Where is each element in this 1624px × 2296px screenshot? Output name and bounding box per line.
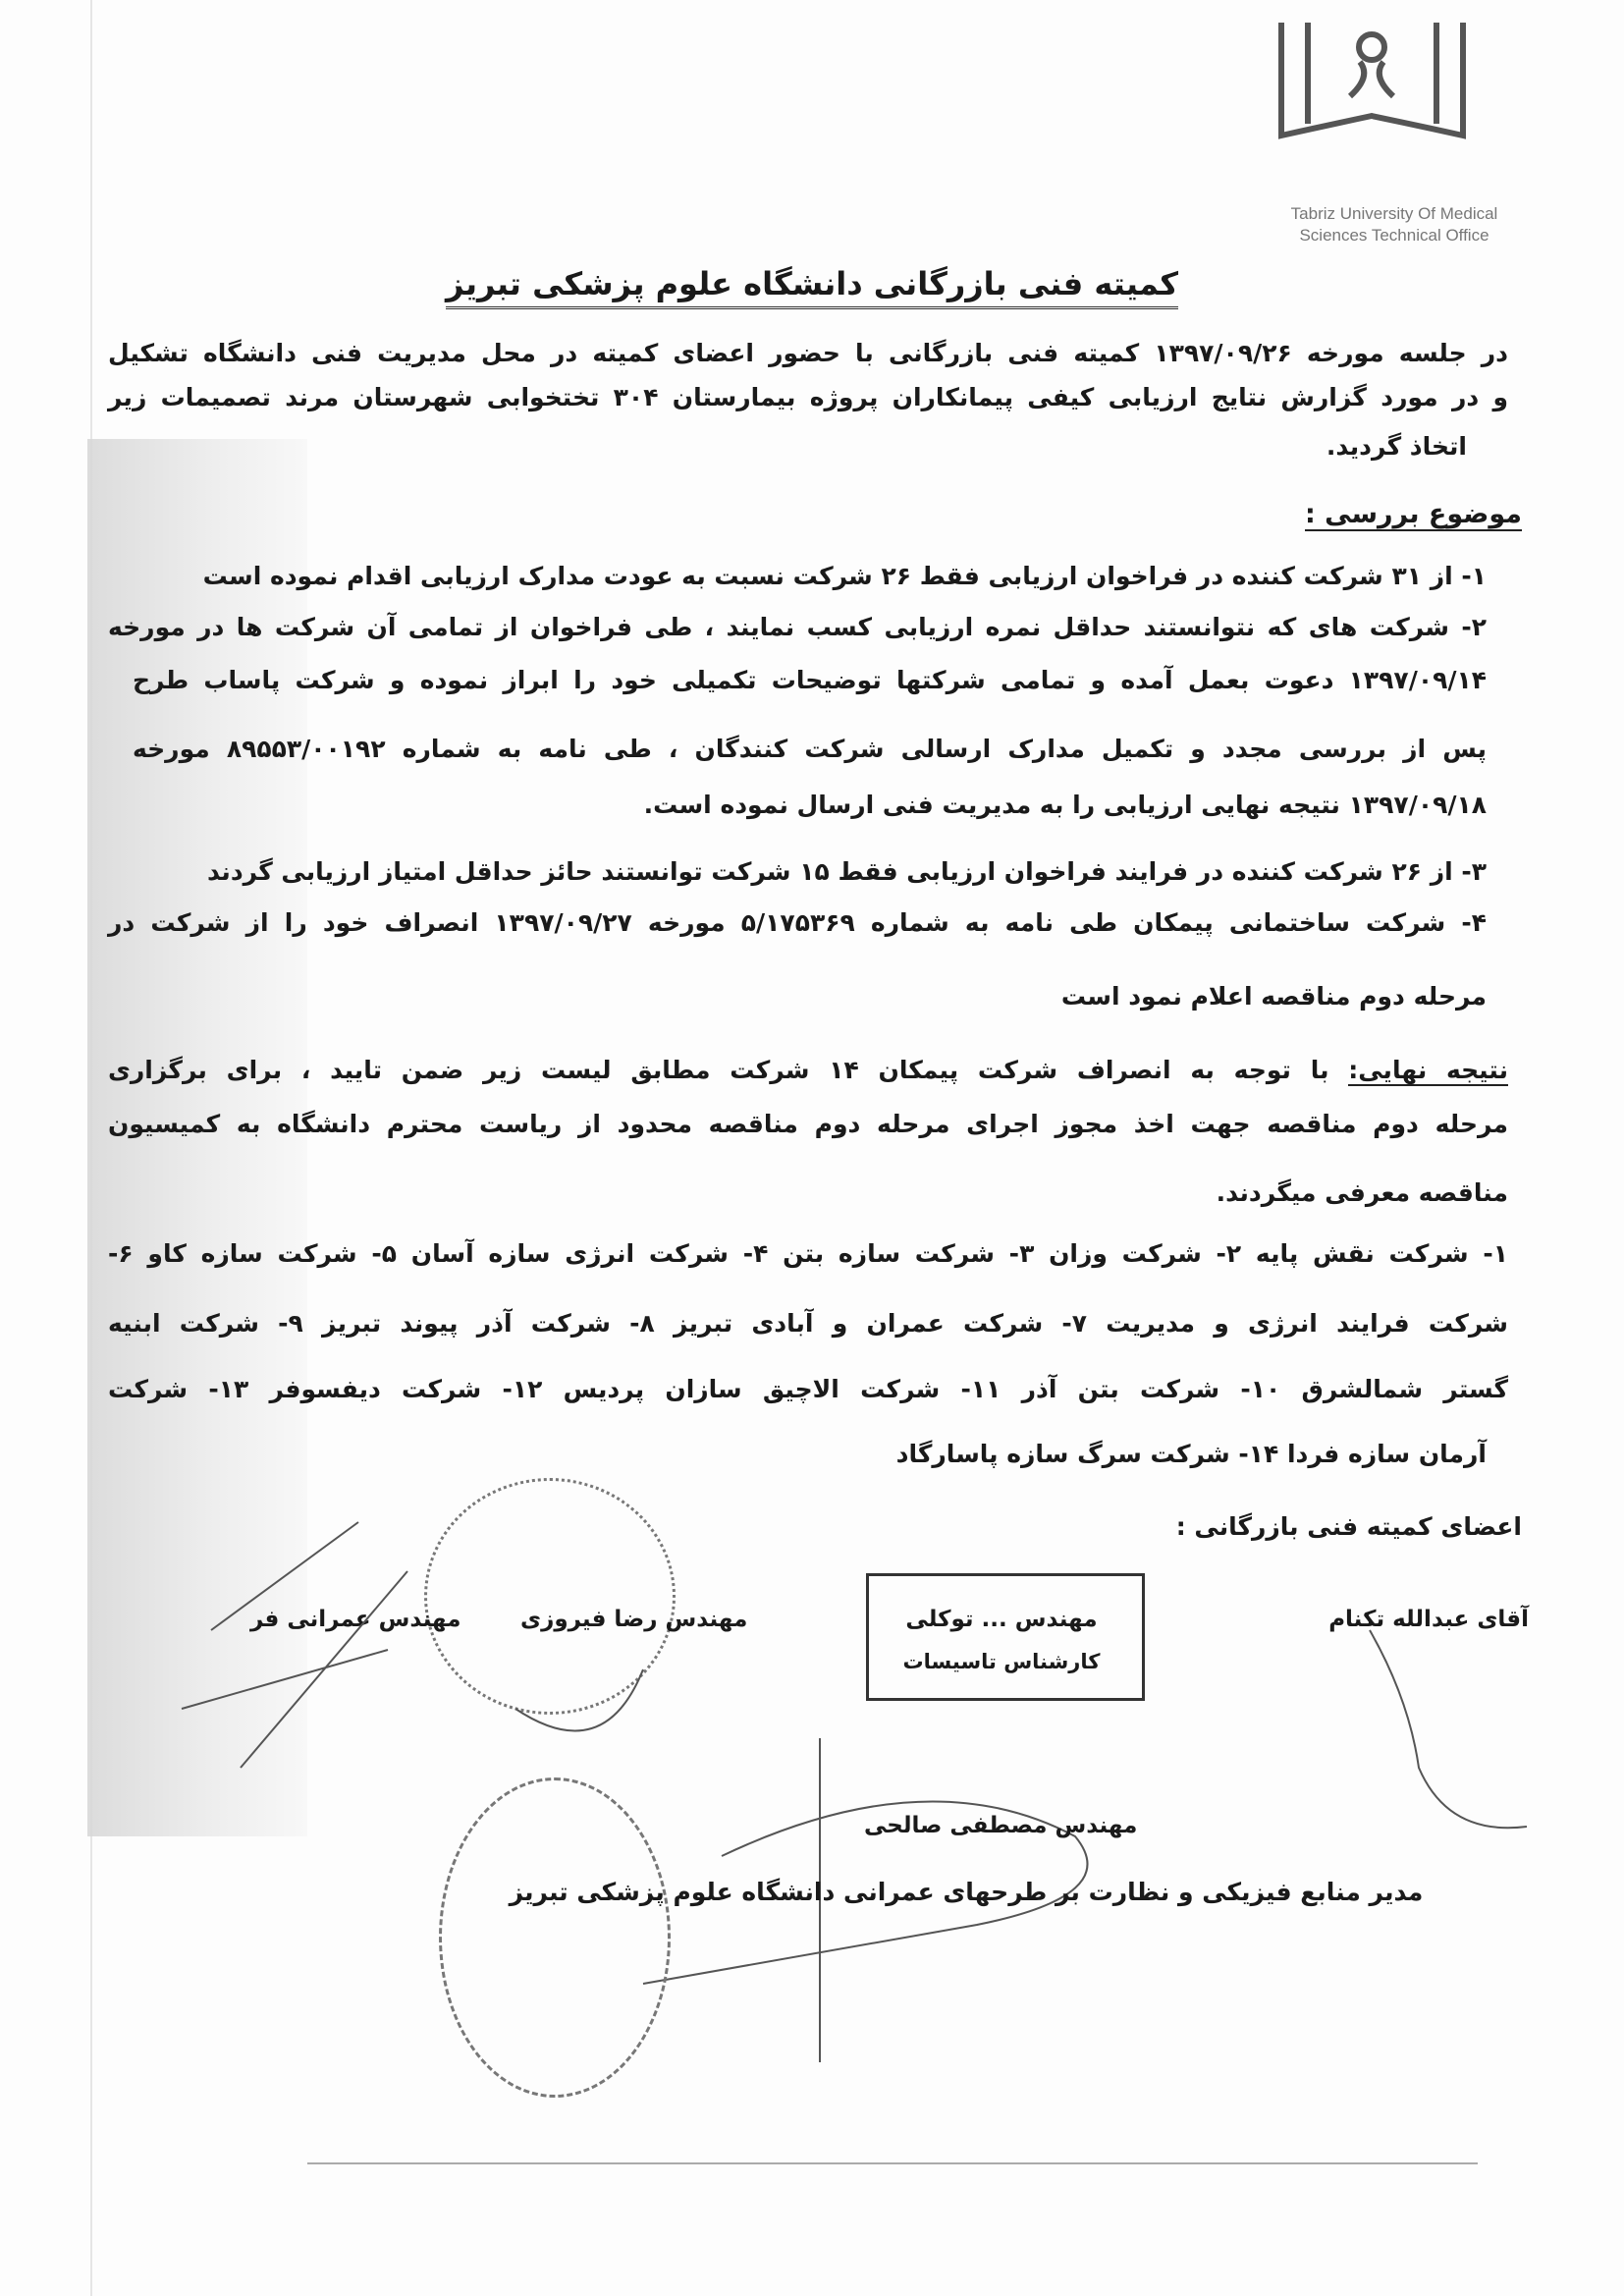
members-heading: اعضای کمیته فنی بازرگانی : — [1175, 1512, 1522, 1541]
subject-item-1: ۱- از ۳۱ شرکت کننده در فراخوان ارزیابی فقط ۲۶ شرکت نسبت به عودت مدارک ارزیابی اقدام نموده است — [202, 562, 1487, 590]
signatory-name: مهندس رضا فیروزی — [520, 1607, 748, 1632]
signatory-name: مهندس عمرانی فر — [250, 1607, 461, 1632]
director-title: مدیر منابع فیزیکی و نظارت بر طرحهای عمرانی دانشگاه علوم پزشکی تبریز — [509, 1878, 1424, 1906]
company-list-line: آرمان سازه فردا ۱۴- شرکت سرگ سازه پاسارگاد — [895, 1440, 1487, 1468]
subject-heading: موضوع بررسی : — [1304, 499, 1522, 529]
company-list-line: ۱- شرکت نقش پایه ۲- شرکت وزان ۳- شرکت سازه بتن ۴- شرکت انرژی سازه آسان ۵- شرکت سازه کاو ۶- — [108, 1239, 1508, 1268]
footer-divider — [307, 2162, 1478, 2164]
subject-item-4: ۴- شرکت ساختمانی پیمکان طی نامه به شماره ۵/۱۷۵۳۶۹ مورخه ۱۳۹۷/۰۹/۲۷ انصراف خود را از شرکت در — [108, 908, 1487, 937]
signatory-position: کارشناس تاسیسات — [902, 1650, 1101, 1673]
result-line: مرحله دوم مناقصه جهت اخذ مجوز اجرای مرحله دوم مناقصه محدود از ریاست محترم دانشگاه به کمیسیون — [108, 1110, 1508, 1138]
subject-item-2: ۲- شرکت های که نتوانستند حداقل نمره ارزیابی کسب نمایند ، طی فراخوان از تمامی آن شرکت ها در مورخه — [108, 613, 1487, 641]
signature-stroke — [1370, 1630, 1527, 1828]
intro-line: و در مورد گزارش نتایج ارزیابی کیفی پیمانکاران پروژه بیمارستان ۳۰۴ تختخوابی شهرستان مرند تصمیمات زیر — [108, 383, 1509, 411]
official-seal — [439, 1777, 671, 2098]
result-line: مناقصه معرفی میگردند. — [1216, 1178, 1508, 1207]
logo-english-caption: Tabriz University Of Medical Sciences Technical Office — [1290, 204, 1498, 245]
subject-item-2-cont: ۱۳۹۷/۰۹/۱۸ نتیجه نهایی ارزیابی را به مدیریت فنی ارسال نموده است. — [643, 791, 1487, 819]
subject-item-2-cont: ۱۳۹۷/۰۹/۱۴ دعوت بعمل آمده و تمامی شرکتها توضیحات تکمیلی خود را ابراز نموده و شرکت پاساب طرح — [133, 666, 1487, 694]
result-paragraph — [108, 1056, 1508, 1084]
intro-line: اتخاذ گردید. — [1326, 432, 1467, 461]
signature-stroke — [182, 1522, 407, 1768]
signatory-name: آقای عبدالله تکنام — [1328, 1607, 1529, 1632]
signature-stroke — [515, 1669, 643, 1731]
intro-line: در جلسه مورخه ۱۳۹۷/۰۹/۲۶ کمیته فنی بازرگانی با حضور اعضای کمیته در محل مدیریت فنی دانشگاه تشکیل — [108, 339, 1508, 367]
company-list-line: شرکت فرایند انرژی و مدیریت ۷- شرکت عمران و آبادی تبریز ۸- شرکت آذر پیوند تبریز ۹- شرکت ابنیه — [108, 1309, 1509, 1338]
university-logo — [1267, 18, 1478, 155]
handwritten-signatures — [93, 1512, 1624, 2121]
subject-item-4-cont: مرحله دوم مناقصه اعلام نمود است — [1060, 982, 1487, 1011]
director-name: مهندس مصطفی صالحی — [864, 1813, 1138, 1838]
subject-item-3: ۳- از ۲۶ شرکت کننده در فرایند فراخوان ارزیابی فقط ۱۵ شرکت توانستند حائز حداقل امتیاز ارزیابی گردند — [206, 857, 1487, 886]
subject-item-2-cont: پس از بررسی مجدد و تکمیل مدارک ارسالی شرکت کنندگان ، طی نامه به شماره ۸۹۵۵۳/۰۰۱۹۲ مورخه — [133, 735, 1487, 763]
result-label: نتیجه نهایی: — [1348, 1056, 1508, 1084]
company-list-line: گستر شمالشرق ۱۰- شرکت بتن آذر ۱۱- شرکت الاچیق سازان پردیس ۱۲- شرکت دیفسوفر ۱۳- شرکت — [108, 1375, 1509, 1403]
signatory-name: مهندس ... توکلی — [905, 1607, 1098, 1632]
result-first-line: با توجه به انصراف شرکت پیمکان ۱۴ شرکت مطابق لیست زیر ضمن تایید ، برای برگزاری — [108, 1056, 1329, 1084]
document-title: کمیته فنی بازرگانی دانشگاه علوم پزشکی تبریز — [0, 265, 1624, 302]
